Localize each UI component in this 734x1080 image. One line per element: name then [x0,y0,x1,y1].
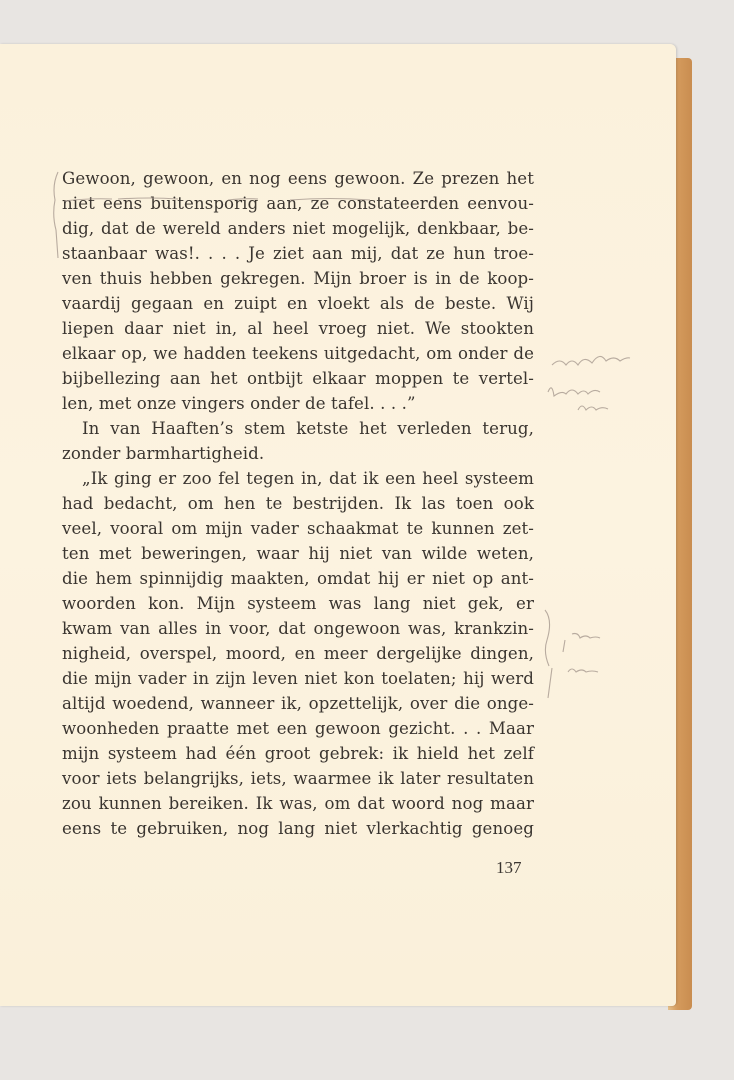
text-line: vaardij gegaan en zuipt en vloekt als de beste. Wij [62,294,534,313]
pencil-underline [64,198,370,201]
pencil-note [548,388,600,396]
pencil-note [578,406,608,410]
text-line: zonder barmhartigheid. [62,444,265,463]
text-line: woonheden praatte met een gewoon gezicht. . . Maar [62,719,534,738]
text-line: woorden kon. Mijn systeem was lang niet gek, er [62,594,534,613]
text-line: len, met onze vingers onder de tafel. . . .” [62,394,416,413]
text-line: In van Haaften’s stem ketste het verleden terug, [82,419,534,438]
text-line: staanbaar was!. . . . Je ziet aan mij, dat ze hun troe- [62,244,534,263]
text-line: kwam van alles in voor, dat ongewoon was, krankzin- [62,619,534,638]
text-line: bijbellezing aan het ontbijt elkaar moppen te vertel- [62,369,534,388]
text-line: elkaar op, we hadden teekens uitgedacht, om onder de [62,344,534,363]
text-line: nigheid, overspel, moord, en meer dergelijke dingen, [62,644,534,663]
text-line: ten met beweringen, waar hij niet van wilde weten, [62,544,534,563]
text-line: die mijn vader in zijn leven niet kon toelaten; hij werd [62,669,534,688]
text-line: altijd woedend, wanneer ik, opzettelijk, over die onge- [62,694,534,713]
pencil-note [552,356,630,365]
text-line: mijn systeem had één groot gebrek: ik hield het zelf [62,744,534,763]
text-line: dig, dat de wereld anders niet mogelijk, denkbaar, be- [62,219,534,238]
pencil-note [548,668,598,698]
text-line: had bedacht, om hen te bestrijden. Ik las toen ook [62,494,534,513]
pencil-bracket [545,610,550,666]
pencil-bracket [54,172,58,258]
text-line: voor iets belangrijks, iets, waarmee ik later resultaten [62,769,534,788]
text-line: veel, vooral om mijn vader schaakmat te kunnen zet- [62,519,534,538]
pencil-note [563,634,600,653]
text-line: die hem spinnijdig maakten, omdat hij er niet op ant- [62,569,534,588]
text-line: Gewoon, gewoon, en nog eens gewoon. Ze prezen het [62,169,534,188]
text-line: eens te gebruiken, nog lang niet vlerkachtig genoeg [62,819,534,838]
page-number: 137 [496,858,522,877]
text-line: niet eens buitensporig aan, ze constateerden eenvou- [62,194,534,213]
text-line: ven thuis hebben gekregen. Mijn broer is in de koop- [62,269,534,288]
text-line: „Ik ging er zoo fel tegen in, dat ik een heel systeem [82,469,534,488]
text-line: zou kunnen bereiken. Ik was, om dat woord nog maar [62,794,534,813]
text-line: liepen daar niet in, al heel vroeg niet. We stookten [62,319,534,338]
